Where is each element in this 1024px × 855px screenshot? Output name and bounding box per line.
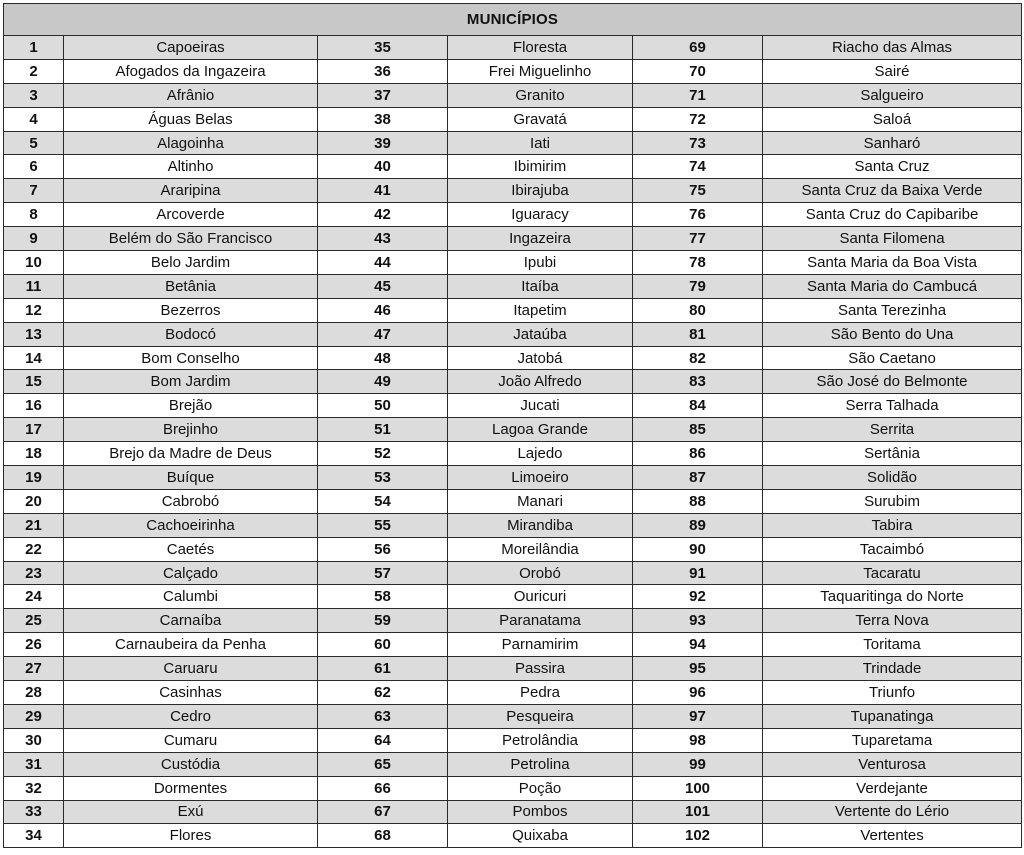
municipio-name: Exú bbox=[64, 800, 318, 824]
municipio-name: Jatobá bbox=[448, 346, 633, 370]
municipio-number: 101 bbox=[633, 800, 763, 824]
municipio-number: 37 bbox=[318, 83, 448, 107]
municipio-number: 91 bbox=[633, 561, 763, 585]
municipio-name: Caruaru bbox=[64, 657, 318, 681]
table-row bbox=[4, 251, 1022, 275]
municipio-number: 14 bbox=[4, 346, 64, 370]
municipio-name: Casinhas bbox=[64, 681, 318, 705]
municipio-name: Brejão bbox=[64, 394, 318, 418]
municipio-number: 86 bbox=[633, 442, 763, 466]
municipio-name: Bezerros bbox=[64, 298, 318, 322]
municipio-name: Tabira bbox=[763, 513, 1022, 537]
municipio-name: Cumaru bbox=[64, 728, 318, 752]
municipio-number: 17 bbox=[4, 418, 64, 442]
municipio-name: Poção bbox=[448, 776, 633, 800]
municipio-number: 20 bbox=[4, 489, 64, 513]
municipio-number: 75 bbox=[633, 179, 763, 203]
municipio-name: Flores bbox=[64, 824, 318, 848]
municipio-number: 46 bbox=[318, 298, 448, 322]
municipio-name: Pedra bbox=[448, 681, 633, 705]
municipio-number: 22 bbox=[4, 537, 64, 561]
municipio-name: Cedro bbox=[64, 704, 318, 728]
municipio-number: 8 bbox=[4, 203, 64, 227]
municipio-number: 94 bbox=[633, 633, 763, 657]
table-row bbox=[4, 489, 1022, 513]
table-row bbox=[4, 107, 1022, 131]
municipio-name: Toritama bbox=[763, 633, 1022, 657]
municipio-name: Cachoeirinha bbox=[64, 513, 318, 537]
municipio-name: Carnaubeira da Penha bbox=[64, 633, 318, 657]
municipio-name: Petrolândia bbox=[448, 728, 633, 752]
municipio-number: 47 bbox=[318, 322, 448, 346]
municipio-number: 93 bbox=[633, 609, 763, 633]
municipio-name: Trindade bbox=[763, 657, 1022, 681]
municipio-name: Passira bbox=[448, 657, 633, 681]
municipio-number: 71 bbox=[633, 83, 763, 107]
municipio-number: 3 bbox=[4, 83, 64, 107]
municipio-name: Belém do São Francisco bbox=[64, 227, 318, 251]
table-row bbox=[4, 704, 1022, 728]
municipio-name: Itapetim bbox=[448, 298, 633, 322]
municipio-name: Ouricuri bbox=[448, 585, 633, 609]
municipio-number: 38 bbox=[318, 107, 448, 131]
municipio-number: 26 bbox=[4, 633, 64, 657]
municipio-number: 89 bbox=[633, 513, 763, 537]
municipio-name: Bom Conselho bbox=[64, 346, 318, 370]
municipio-name: Betânia bbox=[64, 274, 318, 298]
municipio-name: Brejinho bbox=[64, 418, 318, 442]
table-row bbox=[4, 36, 1022, 60]
municipio-number: 73 bbox=[633, 131, 763, 155]
municipio-number: 18 bbox=[4, 442, 64, 466]
table-row bbox=[4, 298, 1022, 322]
municipio-number: 90 bbox=[633, 537, 763, 561]
municipio-number: 87 bbox=[633, 466, 763, 490]
municipio-number: 25 bbox=[4, 609, 64, 633]
municipio-number: 42 bbox=[318, 203, 448, 227]
municipio-name: Cabrobó bbox=[64, 489, 318, 513]
municipio-name: Verdejante bbox=[763, 776, 1022, 800]
municipio-name: Tuparetama bbox=[763, 728, 1022, 752]
municipio-name: Solidão bbox=[763, 466, 1022, 490]
municipio-number: 98 bbox=[633, 728, 763, 752]
municipio-name: Sanharó bbox=[763, 131, 1022, 155]
municipio-number: 65 bbox=[318, 752, 448, 776]
table-row bbox=[4, 179, 1022, 203]
municipio-number: 32 bbox=[4, 776, 64, 800]
municipio-number: 60 bbox=[318, 633, 448, 657]
municipio-number: 79 bbox=[633, 274, 763, 298]
municipio-number: 95 bbox=[633, 657, 763, 681]
municipio-name: Buíque bbox=[64, 466, 318, 490]
municipio-number: 48 bbox=[318, 346, 448, 370]
municipio-name: Paranatama bbox=[448, 609, 633, 633]
municipio-name: São Caetano bbox=[763, 346, 1022, 370]
municipio-name: Ingazeira bbox=[448, 227, 633, 251]
municipio-number: 55 bbox=[318, 513, 448, 537]
municipio-name: Carnaíba bbox=[64, 609, 318, 633]
municipio-number: 27 bbox=[4, 657, 64, 681]
municipio-number: 43 bbox=[318, 227, 448, 251]
municipio-number: 40 bbox=[318, 155, 448, 179]
municipio-number: 1 bbox=[4, 36, 64, 60]
municipio-number: 50 bbox=[318, 394, 448, 418]
municipio-name: Afogados da Ingazeira bbox=[64, 59, 318, 83]
municipio-name: São José do Belmonte bbox=[763, 370, 1022, 394]
table-row bbox=[4, 370, 1022, 394]
municipio-name: Salgueiro bbox=[763, 83, 1022, 107]
municipio-number: 96 bbox=[633, 681, 763, 705]
municipio-number: 54 bbox=[318, 489, 448, 513]
municipio-name: São Bento do Una bbox=[763, 322, 1022, 346]
table-row bbox=[4, 752, 1022, 776]
municipio-number: 61 bbox=[318, 657, 448, 681]
municipio-name: Pesqueira bbox=[448, 704, 633, 728]
municipio-name: Tacaimbó bbox=[763, 537, 1022, 561]
municipio-number: 49 bbox=[318, 370, 448, 394]
municipio-number: 74 bbox=[633, 155, 763, 179]
table-row bbox=[4, 394, 1022, 418]
municipio-name: Santa Cruz da Baixa Verde bbox=[763, 179, 1022, 203]
municipio-name: Petrolina bbox=[448, 752, 633, 776]
table-row bbox=[4, 203, 1022, 227]
municipio-number: 12 bbox=[4, 298, 64, 322]
municipio-name: Santa Terezinha bbox=[763, 298, 1022, 322]
municipio-name: Lagoa Grande bbox=[448, 418, 633, 442]
table-row bbox=[4, 346, 1022, 370]
municipio-name: Arcoverde bbox=[64, 203, 318, 227]
municipio-number: 83 bbox=[633, 370, 763, 394]
table-row bbox=[4, 418, 1022, 442]
table-body bbox=[4, 36, 1022, 848]
municipio-name: Frei Miguelinho bbox=[448, 59, 633, 83]
table-row bbox=[4, 633, 1022, 657]
table-row bbox=[4, 131, 1022, 155]
municipio-name: Manari bbox=[448, 489, 633, 513]
municipio-name: Granito bbox=[448, 83, 633, 107]
municipio-name: Vertentes bbox=[763, 824, 1022, 848]
municipio-name: Araripina bbox=[64, 179, 318, 203]
municipio-number: 70 bbox=[633, 59, 763, 83]
municipio-name: Dormentes bbox=[64, 776, 318, 800]
municipio-name: Afrânio bbox=[64, 83, 318, 107]
municipio-number: 2 bbox=[4, 59, 64, 83]
table-row bbox=[4, 274, 1022, 298]
municipio-name: Pombos bbox=[448, 800, 633, 824]
municipio-number: 67 bbox=[318, 800, 448, 824]
municipio-number: 97 bbox=[633, 704, 763, 728]
municipio-name: Santa Maria da Boa Vista bbox=[763, 251, 1022, 275]
table-row bbox=[4, 609, 1022, 633]
municipio-name: Itaíba bbox=[448, 274, 633, 298]
municipio-number: 84 bbox=[633, 394, 763, 418]
municipio-name: Riacho das Almas bbox=[763, 36, 1022, 60]
municipio-name: Iati bbox=[448, 131, 633, 155]
municipio-number: 30 bbox=[4, 728, 64, 752]
municipio-name: Santa Cruz do Capibaribe bbox=[763, 203, 1022, 227]
table-row bbox=[4, 561, 1022, 585]
table-row bbox=[4, 824, 1022, 848]
municipio-number: 78 bbox=[633, 251, 763, 275]
municipio-name: Venturosa bbox=[763, 752, 1022, 776]
municipio-name: Santa Filomena bbox=[763, 227, 1022, 251]
municipio-name: Altinho bbox=[64, 155, 318, 179]
municipio-number: 45 bbox=[318, 274, 448, 298]
municipio-name: Gravatá bbox=[448, 107, 633, 131]
municipio-name: Bodocó bbox=[64, 322, 318, 346]
municipio-name: Orobó bbox=[448, 561, 633, 585]
municipio-name: Bom Jardim bbox=[64, 370, 318, 394]
municipio-name: Brejo da Madre de Deus bbox=[64, 442, 318, 466]
municipio-name: Águas Belas bbox=[64, 107, 318, 131]
table-row bbox=[4, 681, 1022, 705]
municipio-name: João Alfredo bbox=[448, 370, 633, 394]
municipio-number: 80 bbox=[633, 298, 763, 322]
municipio-name: Terra Nova bbox=[763, 609, 1022, 633]
municipio-number: 76 bbox=[633, 203, 763, 227]
table-row bbox=[4, 776, 1022, 800]
municipio-number: 21 bbox=[4, 513, 64, 537]
municipio-name: Limoeiro bbox=[448, 466, 633, 490]
municipio-name: Calumbi bbox=[64, 585, 318, 609]
municipio-number: 66 bbox=[318, 776, 448, 800]
table-row bbox=[4, 59, 1022, 83]
municipio-number: 64 bbox=[318, 728, 448, 752]
table-row bbox=[4, 83, 1022, 107]
municipio-number: 77 bbox=[633, 227, 763, 251]
municipio-name: Santa Cruz bbox=[763, 155, 1022, 179]
municipio-number: 69 bbox=[633, 36, 763, 60]
municipio-number: 24 bbox=[4, 585, 64, 609]
municipio-number: 53 bbox=[318, 466, 448, 490]
municipio-number: 44 bbox=[318, 251, 448, 275]
municipio-name: Calçado bbox=[64, 561, 318, 585]
municipio-number: 4 bbox=[4, 107, 64, 131]
municipio-number: 59 bbox=[318, 609, 448, 633]
municipio-name: Capoeiras bbox=[64, 36, 318, 60]
municipio-number: 102 bbox=[633, 824, 763, 848]
municipio-number: 63 bbox=[318, 704, 448, 728]
municipio-number: 33 bbox=[4, 800, 64, 824]
municipio-name: Moreilândia bbox=[448, 537, 633, 561]
municipio-number: 85 bbox=[633, 418, 763, 442]
table-row bbox=[4, 657, 1022, 681]
municipio-name: Ibirajuba bbox=[448, 179, 633, 203]
municipio-name: Serrita bbox=[763, 418, 1022, 442]
municipio-name: Sairé bbox=[763, 59, 1022, 83]
table-row bbox=[4, 728, 1022, 752]
municipio-name: Belo Jardim bbox=[64, 251, 318, 275]
municipio-number: 28 bbox=[4, 681, 64, 705]
municipio-name: Tacaratu bbox=[763, 561, 1022, 585]
municipio-number: 11 bbox=[4, 274, 64, 298]
municipio-name: Vertente do Lério bbox=[763, 800, 1022, 824]
municipio-name: Alagoinha bbox=[64, 131, 318, 155]
municipio-name: Caetés bbox=[64, 537, 318, 561]
municipio-number: 39 bbox=[318, 131, 448, 155]
municipio-name: Taquaritinga do Norte bbox=[763, 585, 1022, 609]
municipio-number: 72 bbox=[633, 107, 763, 131]
municipio-number: 100 bbox=[633, 776, 763, 800]
municipio-number: 68 bbox=[318, 824, 448, 848]
table-row bbox=[4, 800, 1022, 824]
municipio-name: Ibimirim bbox=[448, 155, 633, 179]
municipio-number: 16 bbox=[4, 394, 64, 418]
municipio-name: Mirandiba bbox=[448, 513, 633, 537]
municipio-number: 31 bbox=[4, 752, 64, 776]
municipio-number: 23 bbox=[4, 561, 64, 585]
municipio-number: 82 bbox=[633, 346, 763, 370]
municipio-number: 88 bbox=[633, 489, 763, 513]
table-row bbox=[4, 227, 1022, 251]
municipio-number: 56 bbox=[318, 537, 448, 561]
table-row bbox=[4, 322, 1022, 346]
municipio-name: Triunfo bbox=[763, 681, 1022, 705]
municipios-table bbox=[3, 3, 1022, 848]
table-row bbox=[4, 585, 1022, 609]
municipio-number: 6 bbox=[4, 155, 64, 179]
municipio-name: Ipubi bbox=[448, 251, 633, 275]
municipio-name: Custódia bbox=[64, 752, 318, 776]
municipio-number: 62 bbox=[318, 681, 448, 705]
municipio-number: 41 bbox=[318, 179, 448, 203]
municipio-number: 35 bbox=[318, 36, 448, 60]
municipio-number: 7 bbox=[4, 179, 64, 203]
table-row bbox=[4, 513, 1022, 537]
municipio-number: 57 bbox=[318, 561, 448, 585]
municipio-number: 99 bbox=[633, 752, 763, 776]
municipio-number: 15 bbox=[4, 370, 64, 394]
municipio-name: Jucati bbox=[448, 394, 633, 418]
municipio-name: Lajedo bbox=[448, 442, 633, 466]
table-row bbox=[4, 466, 1022, 490]
municipio-number: 29 bbox=[4, 704, 64, 728]
municipio-number: 10 bbox=[4, 251, 64, 275]
municipio-number: 36 bbox=[318, 59, 448, 83]
municipio-name: Jataúba bbox=[448, 322, 633, 346]
municipio-name: Serra Talhada bbox=[763, 394, 1022, 418]
municipio-name: Floresta bbox=[448, 36, 633, 60]
municipio-number: 13 bbox=[4, 322, 64, 346]
municipio-name: Quixaba bbox=[448, 824, 633, 848]
municipios-table-container bbox=[3, 3, 1021, 848]
municipio-number: 19 bbox=[4, 466, 64, 490]
table-row bbox=[4, 442, 1022, 466]
municipio-number: 9 bbox=[4, 227, 64, 251]
municipio-number: 34 bbox=[4, 824, 64, 848]
municipio-number: 52 bbox=[318, 442, 448, 466]
table-row bbox=[4, 155, 1022, 179]
municipio-name: Tupanatinga bbox=[763, 704, 1022, 728]
table-title: MUNICÍPIOS bbox=[4, 4, 1022, 36]
municipio-name: Iguaracy bbox=[448, 203, 633, 227]
municipio-name: Surubim bbox=[763, 489, 1022, 513]
municipio-number: 81 bbox=[633, 322, 763, 346]
municipio-name: Parnamirim bbox=[448, 633, 633, 657]
municipio-number: 51 bbox=[318, 418, 448, 442]
municipio-number: 92 bbox=[633, 585, 763, 609]
table-row bbox=[4, 537, 1022, 561]
municipio-name: Sertânia bbox=[763, 442, 1022, 466]
municipio-name: Saloá bbox=[763, 107, 1022, 131]
municipio-name: Santa Maria do Cambucá bbox=[763, 274, 1022, 298]
municipio-number: 58 bbox=[318, 585, 448, 609]
municipio-number: 5 bbox=[4, 131, 64, 155]
